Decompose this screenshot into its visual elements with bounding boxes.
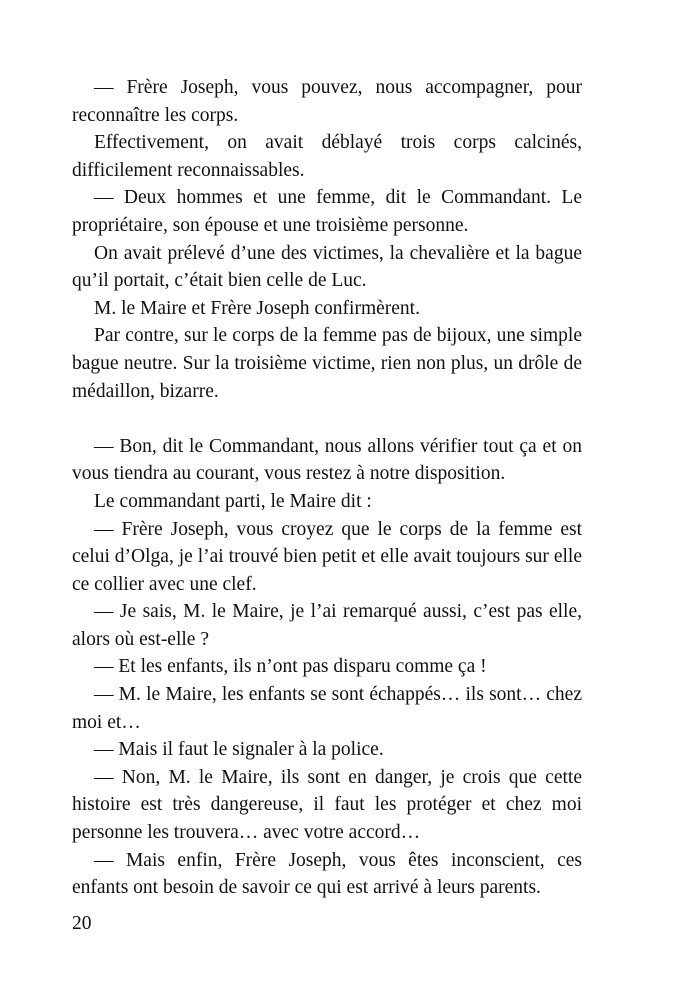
paragraph: — Mais il faut le signaler à la police. <box>94 739 384 761</box>
paragraph: M. le Maire et Frère Joseph confirmèrent. <box>94 297 420 319</box>
paragraph: — Bon, dit le Commandant, nous allons vérifier tout ça et on vous tiendra au courant, vous restez à notre disposition. <box>72 435 582 485</box>
paragraph: Le commandant parti, le Maire dit : <box>94 490 372 512</box>
paragraph: — Frère Joseph, vous croyez que le corps de la femme est celui d’Olga, je l’ai trouvé bien petit et elle avait toujours sur elle ce collier avec une clef. <box>72 518 582 595</box>
page-body <box>72 74 582 902</box>
paragraph: — Mais enfin, Frère Joseph, vous êtes inconscient, ces enfants ont besoin de savoir ce qui est arrivé à leurs parents. <box>72 849 582 899</box>
page-number: 20 <box>72 913 92 934</box>
paragraph: — M. le Maire, les enfants se sont échappés… ils sont… chez moi et… <box>72 684 582 733</box>
paragraph: — Non, M. le Maire, ils sont en danger, je crois que cette histoire est très dangereuse, il faut les protéger et chez moi personne les trouvera… avec votre accord… <box>72 766 582 844</box>
paragraph: — Frère Joseph, vous pouvez, nous accompagner, pour reconnaître les corps. <box>72 77 582 126</box>
paragraph: On avait prélevé d’une des victimes, la chevalière et la bague qu’il portait, c’était bien celle de Luc. <box>72 242 582 292</box>
paragraph: — Je sais, M. le Maire, je l’ai remarqué aussi, c’est pas elle, alors où est-elle ? <box>72 601 582 650</box>
paragraph: Effectivement, on avait déblayé trois corps calcinés, difficilement reconnaissables. <box>72 132 582 181</box>
paragraph: — Et les enfants, ils n’ont pas disparu comme ça ! <box>94 656 487 678</box>
section-break <box>72 405 582 433</box>
paragraph: Par contre, sur le corps de la femme pas de bijoux, une simple bague neutre. Sur la troisième victime, rien non plus, un drôle de médaillon, bizarre. <box>72 325 582 402</box>
paragraph: — Deux hommes et une femme, dit le Commandant. Le propriétaire, son épouse et une troisième personne. <box>72 187 582 236</box>
